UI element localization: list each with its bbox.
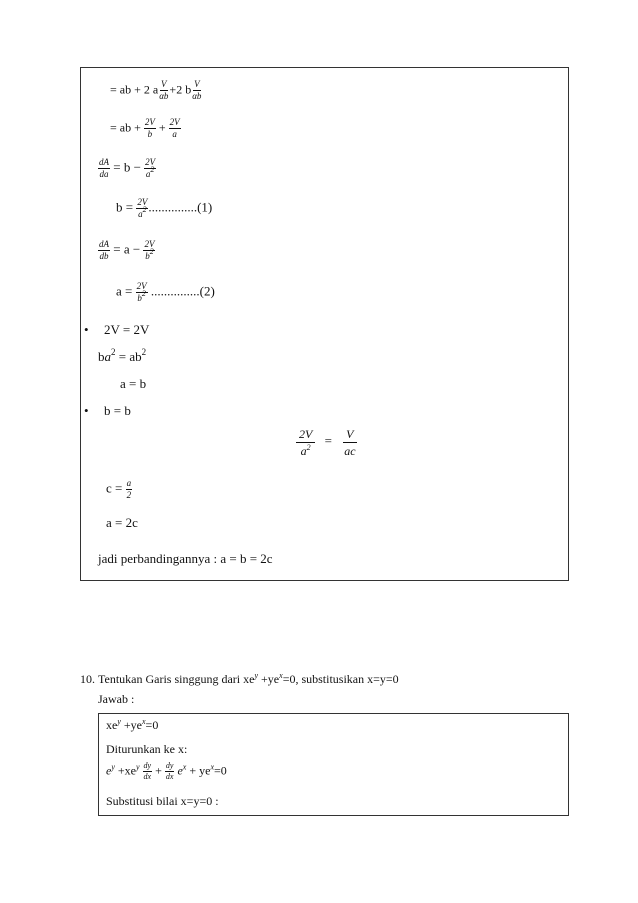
fraction: $\frac{2V}{a^2}$ xyxy=(296,428,315,457)
fraction: $\frac{dy}{dx}$ xyxy=(143,761,152,781)
eq-line-8: $ba^2 = ab^2$ xyxy=(98,347,147,364)
fraction: $\frac{V}{\alpha b}$ xyxy=(192,79,202,101)
box2-line-1: $xe^y +ye^x=0$ xyxy=(106,717,159,732)
fraction: $\frac{2V}{b^2}$ xyxy=(136,281,147,303)
fraction: $\frac{2V}{a^2}$ xyxy=(137,197,148,219)
answer-label: Jawab : xyxy=(98,692,135,706)
eq-line-4: b = $\frac{2V}{a^2}$ ...............(1) xyxy=(116,197,213,219)
eq-line-3: $\frac{dA}{da}$ = b − $\frac{2V}{a^2}$ xyxy=(99,157,156,179)
fraction: $\frac{dA}{db}$ xyxy=(99,239,109,261)
eq-line-12: a = 2c xyxy=(106,515,138,530)
solution-box-1 xyxy=(80,67,569,581)
eq-line-10: b = b xyxy=(104,403,131,418)
eq-line-7: 2V = 2V xyxy=(104,322,150,337)
box2-line-2: Diturunkan ke x: xyxy=(106,742,188,756)
eq-line-1: = ab + 2 a $\frac{V}{\alpha b}$ +2 b $\frac{V}{\alpha b}$ xyxy=(110,79,202,101)
fraction: $\frac{dy}{dx}$ xyxy=(165,761,174,781)
bullet-point: • xyxy=(84,403,89,418)
eq-line-11: c = $\frac{a}{2}$ xyxy=(106,478,132,500)
fraction: $\frac{2V}{b}$ xyxy=(144,117,155,139)
fraction: $\frac{dA}{da}$ xyxy=(99,157,109,179)
question-number: 10. xyxy=(80,672,95,686)
fraction: $\frac{2V}{b^2}$ xyxy=(144,239,155,261)
eq-line-6: a = $\frac{2V}{b^2}$ ...............(2) xyxy=(116,281,215,303)
eq-line-2: = ab + $\frac{2V}{b}$ + $\frac{2V}{a}$ xyxy=(110,117,180,139)
centered-fraction-equation: $\frac{2V}{a^2}$ = $\frac{V}{ac}$ xyxy=(296,428,359,457)
fraction: $\frac{2V}{a^2}$ xyxy=(145,157,156,179)
fraction: $\frac{2V}{a}$ xyxy=(169,117,180,139)
bullet-point: • xyxy=(84,322,89,337)
question-text: Tentukan Garis singgung dari $xe^y +ye^x=0$, substitusikan x=y=0 xyxy=(98,671,399,686)
fraction: $\frac{a}{2}$ xyxy=(126,478,132,500)
eq-line-5: $\frac{dA}{db}$ = a − $\frac{2V}{b^2}$ xyxy=(99,239,155,261)
conclusion-text: jadi perbandingannya : a = b = 2c xyxy=(98,551,273,566)
fraction: $\frac{V}{ac}$ xyxy=(344,427,356,458)
fraction: $\frac{V}{\alpha b}$ xyxy=(159,79,169,101)
box2-line-3: $e^y +xe^y$ $\frac{dy}{dx}$ + $\frac{dy}{dx}$ $e^x + ye^x=0$ xyxy=(106,761,227,781)
eq-line-9: a = b xyxy=(120,376,147,391)
box2-line-4: Substitusi bilai x=y=0 : xyxy=(106,794,219,808)
